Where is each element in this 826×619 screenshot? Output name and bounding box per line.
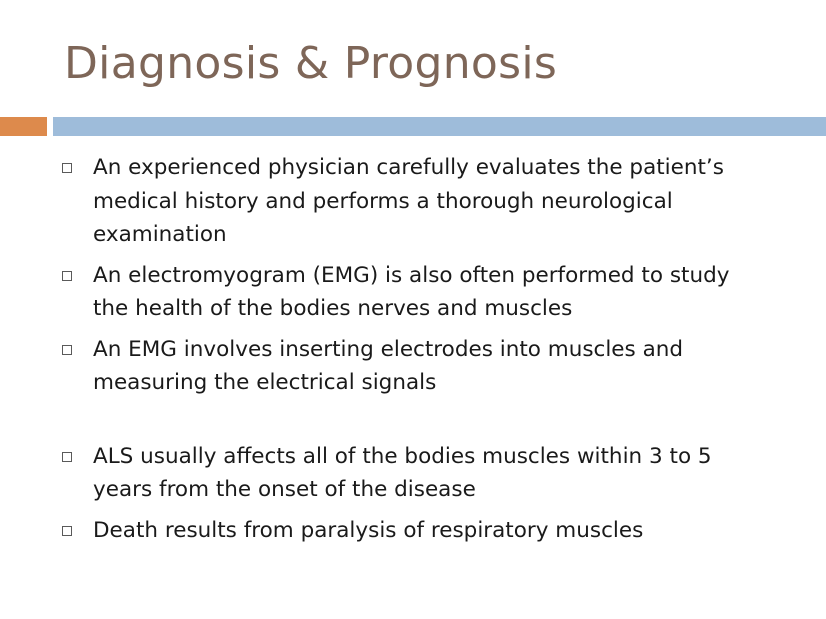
bullet-item [62,514,762,548]
bullet-text: An EMG involves inserting electrodes into muscles and measuring the electrical signals [93,336,684,395]
accent-bar-orange [0,117,47,136]
square-bullet-icon [62,345,72,355]
bullet-text: An experienced physician carefully evaluates the patient’s medical history and performs a thorough neurological examination [93,155,724,247]
square-bullet-icon [62,163,72,173]
bullet-item [62,259,762,326]
bullet-item [62,333,762,400]
square-bullet-icon [62,526,72,536]
accent-bar-blue [53,117,826,136]
square-bullet-icon [62,271,72,281]
slide-title: Diagnosis & Prognosis [64,38,558,89]
bullet-text: ALS usually affects all of the bodies muscles within 3 to 5 years from the onset of the disease [93,443,712,502]
square-bullet-icon [62,452,72,462]
bullet-list [62,151,762,554]
bullet-text: An electromyogram (EMG) is also often performed to study the health of the bodies nerves and muscles [93,262,730,321]
bullet-item [62,440,762,507]
bullet-item [62,151,762,252]
bullet-text: Death results from paralysis of respiratory muscles [93,517,644,543]
